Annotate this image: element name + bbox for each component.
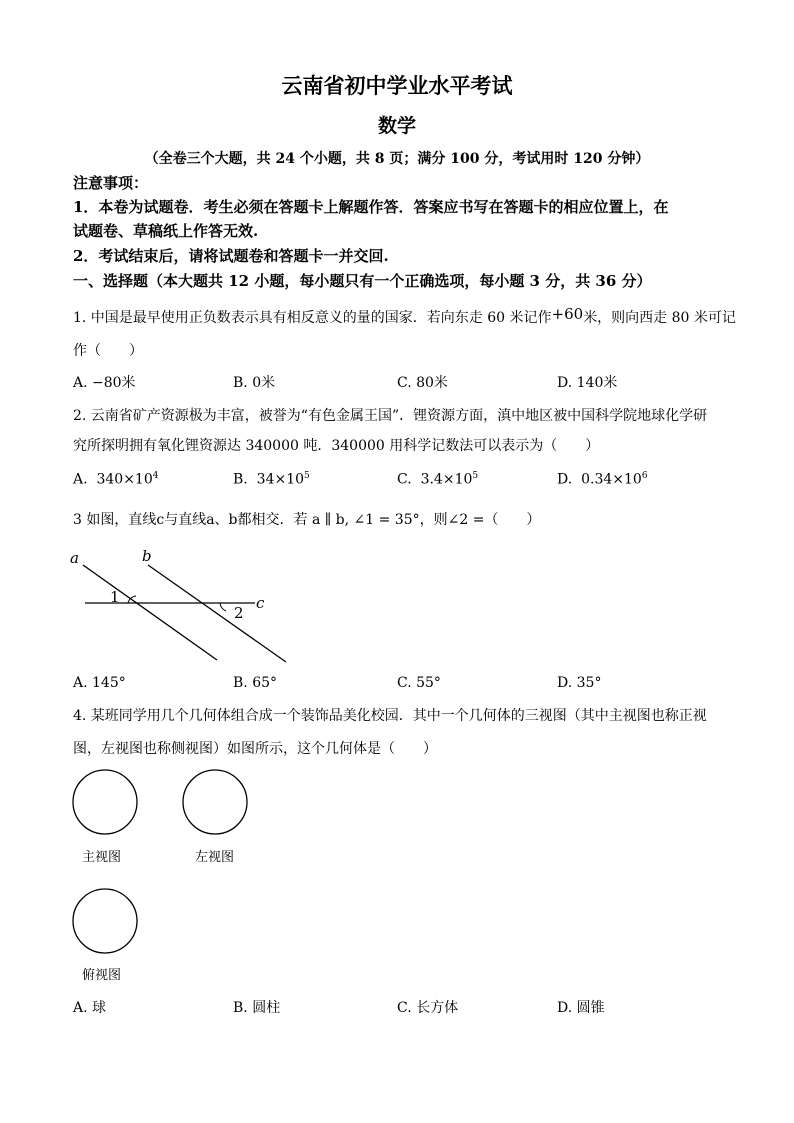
q2-text-line1: 2. 云南省矿产资源极为丰富，被誉为“有色金属王国”．锂资源方面，滇中地区被中国科学院地球化学研 (73, 408, 708, 424)
section-heading: 一、选择题（本大题共 12 小题，每小题只有一个正确选项，每小题 3 分，共 36 分） (73, 272, 652, 290)
q3-option-c[interactable]: C. 55° (397, 675, 441, 691)
q1-option-b[interactable]: B. 0米 (233, 375, 276, 391)
q2-option-d-exp: 6 (641, 471, 648, 481)
q3-text-line1: 3 如图，直线c与直线a、b都相交．若 a ∥ b, ∠1 = 35°，则∠2 =（ ） (73, 512, 541, 528)
exam-subject: 数学 (377, 115, 416, 137)
q4-text-line1: 4. 某班同学用几个几何体组合成一个装饰品美化校园．其中一个几何体的三视图（其中主视图也称正视 (73, 708, 707, 724)
angle2-arc (220, 603, 226, 611)
q3-option-b[interactable]: B. 65° (233, 675, 278, 691)
q2-option-c[interactable] (397, 471, 478, 488)
exam-title: 云南省初中学业水平考试 (281, 73, 513, 98)
q4-option-b[interactable]: B. 圆柱 (233, 1000, 281, 1016)
line-b (148, 565, 286, 662)
q2-option-d[interactable] (557, 471, 648, 488)
notes-heading: 注意事项： (73, 174, 149, 192)
q3-figure (60, 540, 300, 670)
top-view-label: 俯视图 (82, 968, 122, 983)
q2-option-d-base: 0.34×10 (581, 471, 642, 488)
q2-option-b-letter: B. (233, 471, 248, 488)
front-view-label: 主视图 (82, 850, 122, 865)
q2-option-c-letter: C. (397, 471, 412, 488)
q1-option-d[interactable]: D. 140米 (557, 375, 618, 391)
q2-option-a-exp: 4 (152, 471, 159, 481)
q3-option-a[interactable]: A. 145° (73, 675, 126, 691)
label-a: a (70, 549, 79, 567)
q1-text-b: 米，则向西走 80 米可记 (583, 310, 736, 326)
q2-option-d-letter: D. (557, 471, 573, 488)
label-angle1: 1 (110, 588, 120, 606)
label-b: b (142, 547, 152, 565)
q1-option-c[interactable]: C. 80米 (397, 375, 448, 391)
notes-item2: 2．考试结束后，请将试题卷和答题卡一并交回. (73, 247, 389, 265)
q4-text-line2: 图，左视图也称侧视图）如图所示，这个几何体是（ ） (73, 741, 437, 757)
top-view-circle (70, 886, 140, 956)
label-angle2: 2 (234, 604, 244, 622)
q2-option-a[interactable] (73, 471, 158, 488)
line-a (83, 565, 217, 660)
q1-text-line2: 作（ ） (73, 343, 143, 359)
exam-info: （全卷三个大题，共 24 个小题，共 8 页；满分 100 分，考试用时 120 分钟） (144, 151, 650, 167)
notes-item1-line2: 试题卷、草稿纸上作答无效. (73, 222, 259, 240)
q4-option-c[interactable]: C. 长方体 (397, 1000, 459, 1016)
q1-option-a[interactable]: A. −80米 (73, 375, 136, 391)
q1-text-line1 (73, 305, 736, 327)
q1-text-a: 1. 中国是最早使用正负数表示具有相反意义的量的国家．若向东走 60 米记作 (73, 310, 552, 326)
front-view-circle (70, 767, 140, 837)
notes-item1-line1: 1．本卷为试题卷．考生必须在答题卡上解题作答．答案应书写在答题卡的相应位置上，在 (73, 198, 669, 216)
q2-option-b-base: 34×10 (256, 471, 305, 488)
q4-option-d[interactable]: D. 圆锥 (557, 1000, 605, 1016)
q2-option-b-exp: 5 (304, 471, 310, 481)
q2-option-b[interactable] (233, 471, 310, 488)
q2-option-a-letter: A. (73, 471, 88, 488)
q1-math: +60 (551, 305, 584, 323)
label-c: c (256, 594, 265, 612)
q2-option-c-base: 3.4×10 (420, 471, 473, 488)
q2-option-a-base: 340×10 (96, 471, 153, 488)
q2-text-line2: 究所探明拥有氧化锂资源达 340000 吨．340000 用科学记数法可以表示为（ ） (73, 438, 600, 454)
q4-option-a[interactable]: A. 球 (73, 1000, 107, 1016)
q2-option-c-exp: 5 (472, 471, 479, 481)
left-view-circle (180, 767, 250, 837)
left-view-label: 左视图 (195, 850, 235, 865)
q3-option-d[interactable]: D. 35° (557, 675, 602, 691)
